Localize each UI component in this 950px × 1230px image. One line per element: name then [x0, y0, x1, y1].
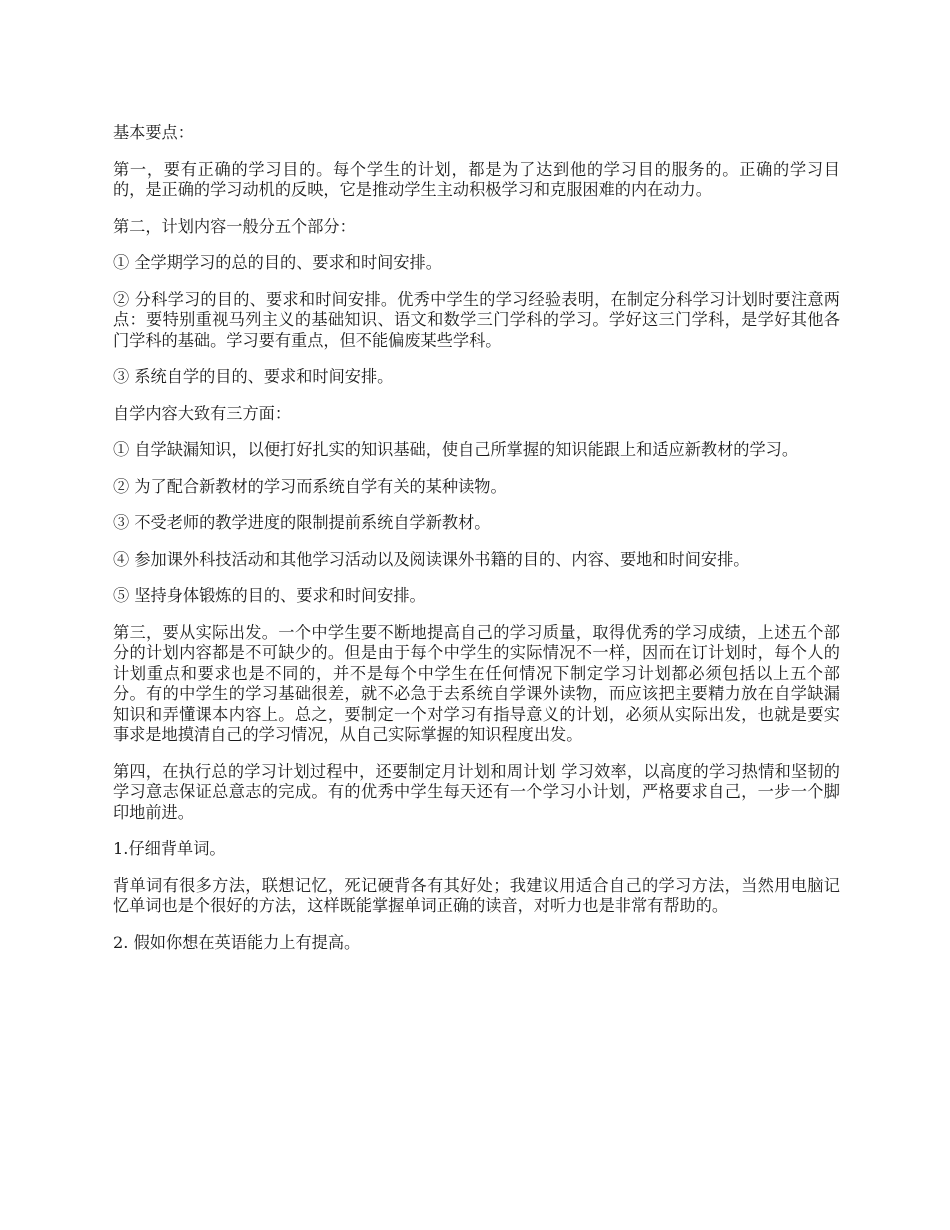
- list-item-semester-plan: ① 全学期学习的总的目的、要求和时间安排。: [113, 253, 442, 272]
- heading-key-points: 基本要点：: [113, 123, 194, 142]
- paragraph-point-one: 第一，要有正确的学习目的。每个学生的计划，都是为了达到他的学习目的服务的。正确的学习目的，是正确的学习动机的反映，它是推动学生主动积极学习和克服困难的内在动力。: [113, 159, 840, 199]
- list-item-related-reading: ② 为了配合新教材的学习而系统自学有关的某种读物。: [113, 476, 507, 496]
- paragraph-point-two: 第二，计划内容一般分五个部分：: [113, 216, 356, 236]
- paragraph-point-four: 第四，在执行总的学习计划过程中，还要制定月计划和周计划 学习效率，以高度的学习热情和坚韧的学习意志保证总意志的完成。有的优秀中学生每天还有一个学习小计划，严格要求自己，一步一个脚印地前进。: [113, 761, 840, 822]
- list-item-self-study-plan: ③ 系统自学的目的、要求和时间安排。: [113, 367, 394, 386]
- heading-improve-english: 2. 假如你想在英语能力上有提高。: [113, 932, 361, 952]
- list-item-physical-exercise: ⑤ 坚持身体锻炼的目的、要求和时间安排。: [113, 586, 426, 605]
- paragraph-point-three: 第三，要从实际出发。一个中学生要不断地提高自己的学习质量，取得优秀的学习成绩，上述五个部分的计划内容都是不可缺少的。但是由于每个中学生的实际情况不一样，因而在订计划时，每个人的计划重点和要求也是不同的，并不是每个中学生在任何情况下制定学习计划都必须包括以上五个部分。有的中学生的学习基础很差，就不必急于去系统自学课外读物，而应该把主要精力放在自学缺漏知识和弄懂课本内容上。总之，要制定一个对学习有指导意义的计划，必须从实际出发，也就是要实事求是地摸清自己的学习情况，从自己实际掌握的知识程度出发。: [113, 622, 840, 744]
- paragraph-self-study-intro: 自学内容大致有三方面：: [113, 403, 292, 423]
- paragraph-memorize-words: 背单词有很多方法，联想记忆，死记硬背各有其好处；我建议用适合自己的学习方法，当然用电脑记忆单词也是个很好的方法，这样既能掌握单词正确的读音，对听力也是非常有帮助的。: [113, 875, 840, 915]
- document-page: [113, 123, 840, 969]
- list-item-missing-knowledge: ① 自学缺漏知识，以便打好扎实的知识基础，使自己所掌握的知识能跟上和适应新教材的学习。: [113, 440, 799, 459]
- list-item-subject-plan: ② 分科学习的目的、要求和时间安排。优秀中学生的学习经验表明，在制定分科学习计划时要注意两点：要特别重视马列主义的基础知识、语文和数学三门学科的学习。学好这三门学科，是学好其他各门学科的基础。学习要有重点，但不能偏废某些学科。: [113, 289, 840, 350]
- list-item-advance-study: ③ 不受老师的教学进度的限制提前系统自学新教材。: [113, 513, 491, 532]
- heading-memorize-words: 1.仔细背单词。: [113, 839, 226, 858]
- list-item-extracurricular: ④ 参加课外科技活动和其他学习活动以及阅读课外书籍的目的、内容、要地和时间安排。: [113, 549, 750, 569]
